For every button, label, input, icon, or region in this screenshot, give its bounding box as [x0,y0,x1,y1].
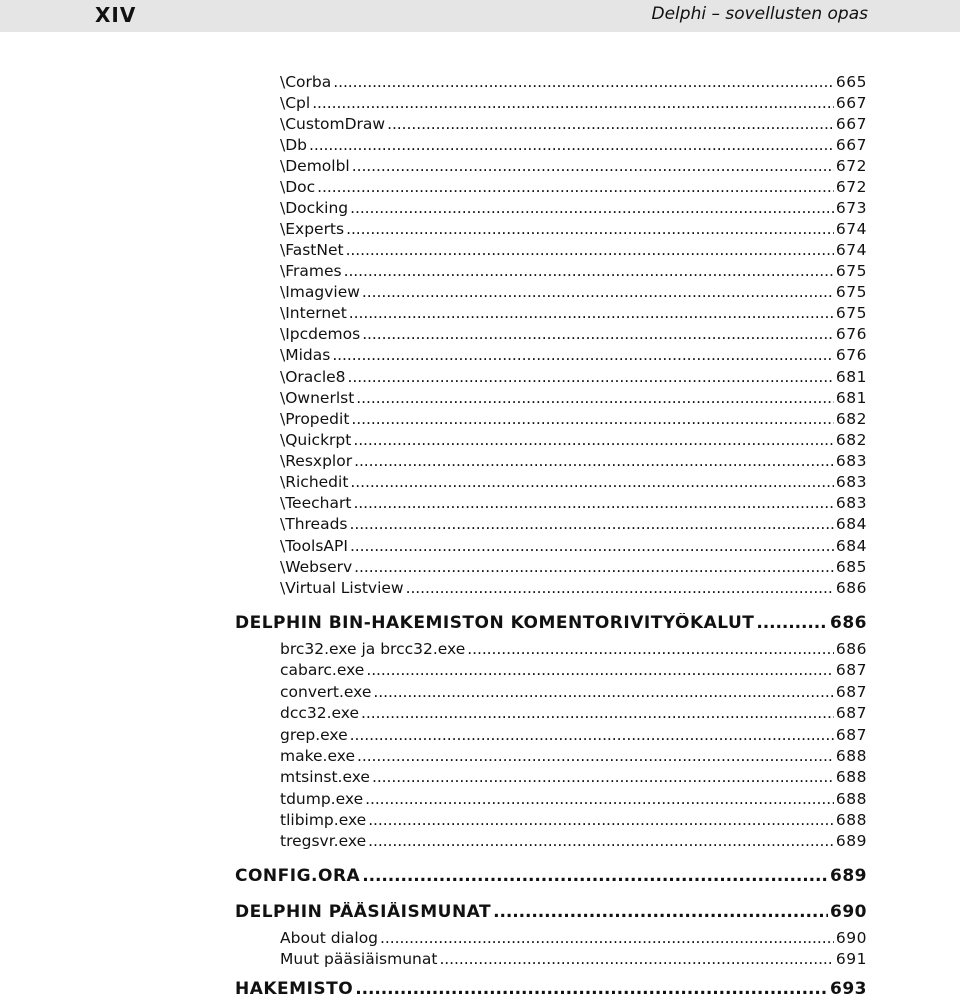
toc-entry-label: \ToolsAPI [280,537,348,555]
toc-entry [280,726,867,748]
toc-entry-label: \Doc [280,178,316,196]
toc-entry-label: make.exe [280,747,355,765]
toc-entry-page: 684 [835,515,867,533]
toc-entry [280,410,867,432]
toc-entry-page: 687 [835,661,867,679]
toc-section-label: CONFIG.ORA [235,866,361,886]
toc-entry-page: 681 [835,389,867,407]
toc-entry-page: 667 [835,94,867,112]
toc-entry-label: mtsinst.exe [280,768,370,786]
toc-entry [280,178,867,200]
dot-leader [357,747,834,765]
toc-section-page: 686 [830,613,867,633]
dot-leader [439,950,833,968]
toc-entry-label: \Midas [280,346,331,364]
dot-leader [354,558,834,576]
toc-entry [280,241,867,263]
toc-entry-page: 690 [835,929,867,947]
toc-entry-page: 687 [835,683,867,701]
dot-leader [366,661,834,679]
dot-leader [333,73,834,91]
dot-leader [354,452,834,470]
toc-entry [280,325,867,347]
toc-entry [280,579,867,601]
toc-entry-page: 682 [835,431,867,449]
dot-leader [355,979,828,999]
dot-leader [372,768,834,786]
toc-entry-page: 687 [835,726,867,744]
toc-entry-label: \Resxplor [280,452,353,470]
toc-entry [280,136,867,158]
dot-leader [352,157,834,175]
toc-entry [280,283,867,305]
toc-entry [280,515,867,537]
dot-leader [346,220,834,238]
toc-entry [280,704,867,726]
dot-leader [353,494,833,512]
toc-entry-label: \Teechart [280,494,352,512]
toc-entry-label: \FastNet [280,241,344,259]
toc-entry-page: 688 [835,747,867,765]
dot-leader [362,866,828,886]
toc-entry [280,346,867,368]
dot-leader [362,325,834,343]
toc-entry-label: convert.exe [280,683,372,701]
toc-entry-page: 686 [835,579,867,597]
toc-entry-page: 674 [835,241,867,259]
book-title: Delphi – sovellusten opas [651,4,868,24]
toc-entry [280,950,867,972]
dot-leader [350,537,834,555]
toc-entry [280,537,867,559]
toc-entry-page: 667 [835,115,867,133]
toc-entry-page: 687 [835,704,867,722]
toc-entry-page: 667 [835,136,867,154]
toc-section [235,866,867,890]
dot-leader [351,410,833,428]
dot-leader [317,178,834,196]
dot-leader [373,683,833,701]
toc-entry-label: \Corba [280,73,332,91]
toc-section-label: HAKEMISTO [235,979,354,999]
toc-entry-label: \Cpl [280,94,311,112]
toc-entry-page: 665 [835,73,867,91]
toc-entry [280,640,867,662]
dot-leader [361,704,834,722]
dot-leader [380,929,834,947]
toc-section [235,902,867,926]
toc-entry-label: \Webserv [280,558,353,576]
toc-entry-page: 688 [835,790,867,808]
toc-entry [280,452,867,474]
toc-entry-page: 681 [835,368,867,386]
toc-entry-label: \Experts [280,220,345,238]
toc-entry-label: dcc32.exe [280,704,360,722]
dot-leader [332,346,834,364]
toc-entry-page: 683 [835,473,867,491]
toc-entry [280,811,867,833]
toc-entry [280,683,867,705]
toc-entry-label: tregsvr.exe [280,832,367,850]
dot-leader [348,368,834,386]
toc-entry [280,558,867,580]
toc-entry-page: 688 [835,811,867,829]
toc-entry-page: 676 [835,346,867,364]
toc-entry-label: tlibimp.exe [280,811,367,829]
page-number: XIV [95,3,137,27]
dot-leader [387,115,834,133]
toc-entry [280,262,867,284]
toc-section-page: 689 [830,866,867,886]
toc-entry [280,747,867,769]
toc-entry [280,494,867,516]
dot-leader [406,579,834,597]
toc-section-label: DELPHIN BIN-HAKEMISTON KOMENTORIVITYÖKALUT [235,613,755,633]
toc-entry [280,929,867,951]
toc-section-label: DELPHIN PÄÄSIÄISMUNAT [235,902,492,922]
toc-entry-page: 676 [835,325,867,343]
dot-leader [353,431,834,449]
toc-entry-label: \Threads [280,515,348,533]
toc-entry-page: 683 [835,452,867,470]
toc-entry [280,832,867,854]
toc-entry [280,473,867,495]
toc-entry [280,94,867,116]
toc-entry-page: 682 [835,410,867,428]
dot-leader [756,613,828,633]
toc-entry-page: 684 [835,537,867,555]
toc-entry [280,304,867,326]
toc-entry-page: 675 [835,262,867,280]
toc-section [235,613,867,637]
toc-entry [280,157,867,179]
toc-entry-label: \Oracle8 [280,368,346,386]
toc-section-page: 690 [830,902,867,922]
dot-leader [346,241,834,259]
toc-entry [280,220,867,242]
dot-leader [365,790,834,808]
toc-entry-page: 685 [835,558,867,576]
toc-entry [280,661,867,683]
toc-entry [280,199,867,221]
toc-entry-label: grep.exe [280,726,348,744]
toc-entry-page: 688 [835,768,867,786]
toc-entry-label: Muut pääsiäismunat [280,950,438,968]
toc-entry-page: 672 [835,178,867,196]
dot-leader [350,473,834,491]
dot-leader [350,726,834,744]
toc-entry [280,115,867,137]
toc-entry-label: \Propedit [280,410,350,428]
toc-entry [280,431,867,453]
toc-entry-label: \Richedit [280,473,349,491]
dot-leader [309,136,834,154]
page-header [0,0,960,32]
toc-entry-label: \Internet [280,304,347,322]
toc-section-page: 693 [830,979,867,999]
toc-entry-page: 673 [835,199,867,217]
dot-leader [312,94,834,112]
toc-entry [280,768,867,790]
toc-entry-label: \Ipcdemos [280,325,361,343]
toc-entry-label: \Db [280,136,307,154]
toc-entry-label: \Quickrpt [280,431,352,449]
toc-entry-label: \Virtual Listview [280,579,404,597]
dot-leader [467,640,834,658]
toc-entry-label: \Docking [280,199,349,217]
dot-leader [344,262,834,280]
toc-entry [280,790,867,812]
dot-leader [350,515,834,533]
toc-entry-label: \Frames [280,262,342,280]
dot-leader [362,283,834,301]
dot-leader [368,832,834,850]
dot-leader [349,304,834,322]
toc-entry-page: 683 [835,494,867,512]
toc-entry [280,368,867,390]
dot-leader [356,389,834,407]
toc-entry-page: 675 [835,304,867,322]
toc-entry-label: \Imagview [280,283,360,301]
toc-entry-label: About dialog [280,929,379,947]
toc-entry [280,389,867,411]
toc-entry [280,73,867,95]
dot-leader [350,199,834,217]
toc-section [235,979,867,1003]
toc-entry-label: cabarc.exe [280,661,365,679]
dot-leader [493,902,828,922]
dot-leader [368,811,834,829]
toc-entry-label: \Demolbl [280,157,350,175]
toc-entry-page: 686 [835,640,867,658]
toc-entry-label: brc32.exe ja brcc32.exe [280,640,466,658]
toc-entry-page: 675 [835,283,867,301]
toc-entry-page: 689 [835,832,867,850]
toc-entry-label: \Ownerlst [280,389,355,407]
toc-entry-label: \CustomDraw [280,115,386,133]
toc-entry-page: 672 [835,157,867,175]
toc-entry-page: 674 [835,220,867,238]
toc-entry-label: tdump.exe [280,790,364,808]
toc-entry-page: 691 [835,950,867,968]
